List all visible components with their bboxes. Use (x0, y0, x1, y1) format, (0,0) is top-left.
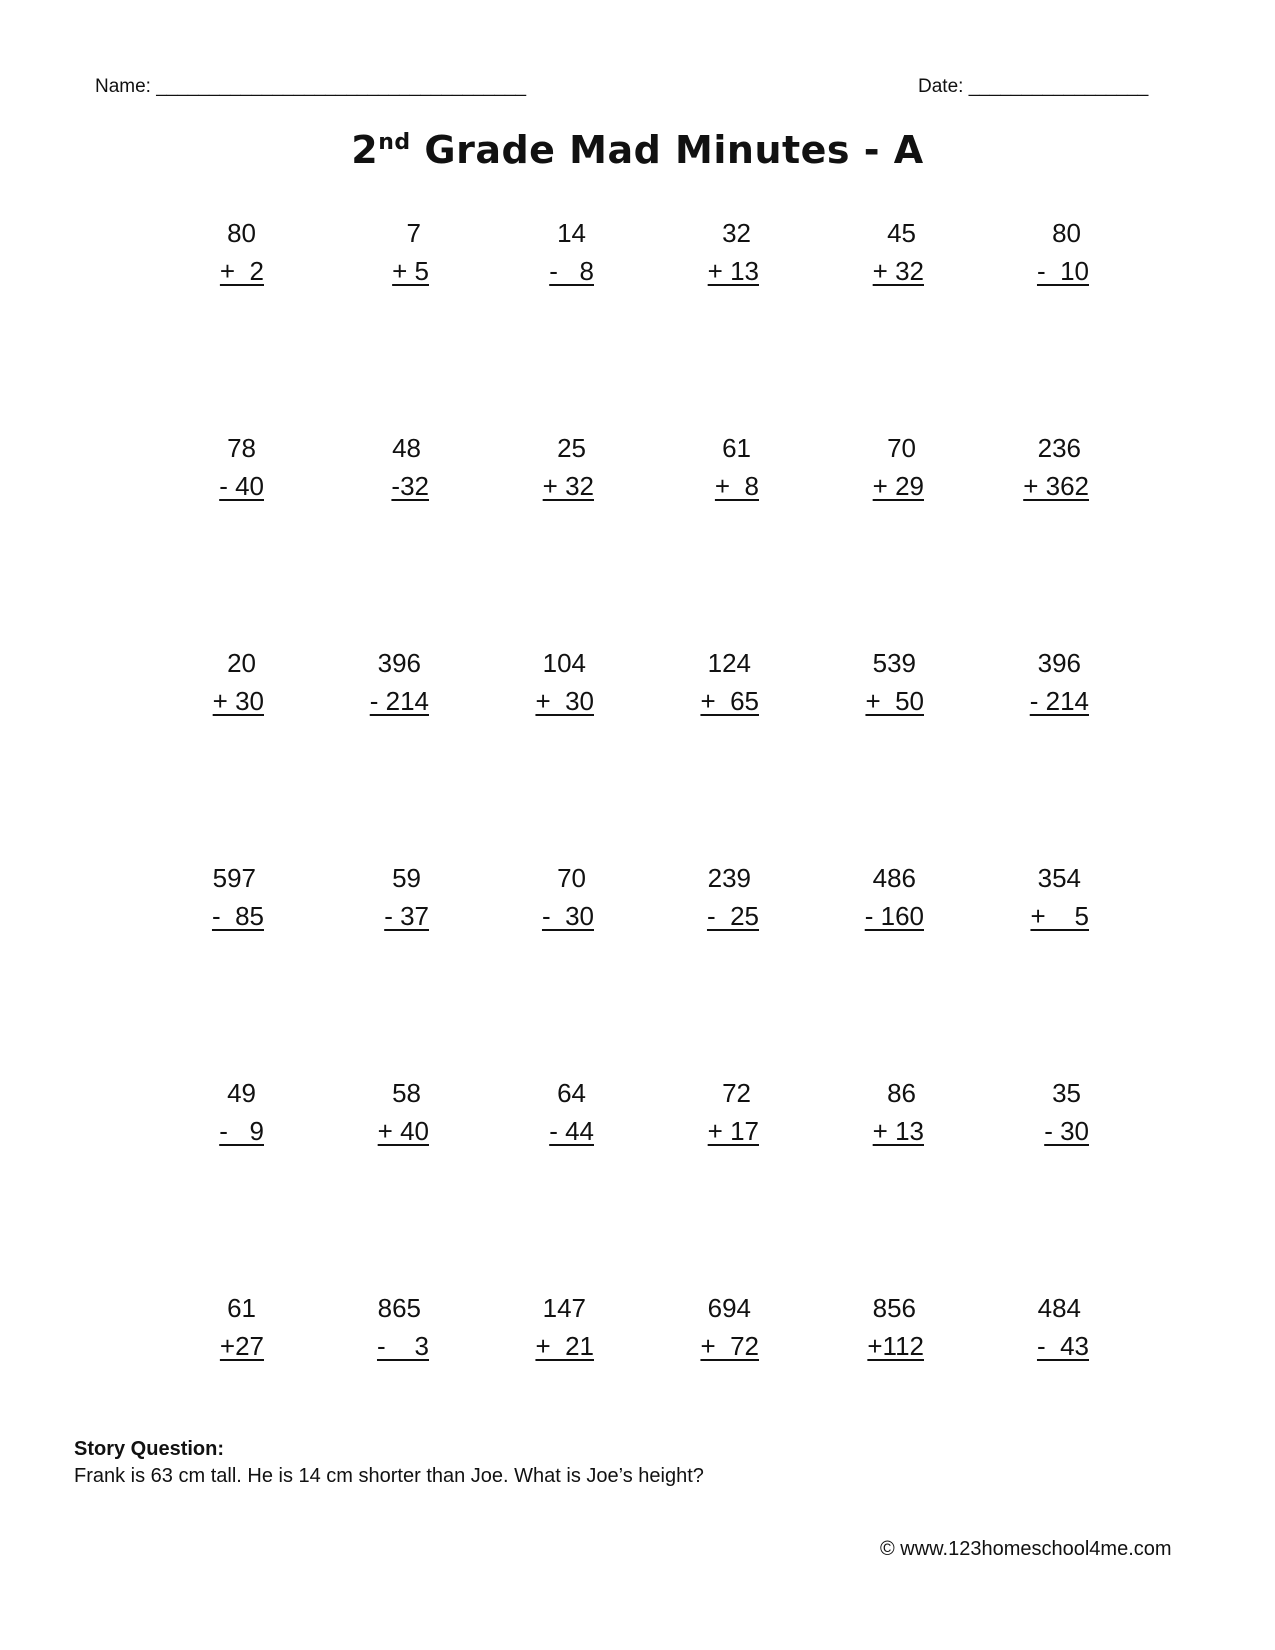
title-number: 2 (351, 128, 379, 172)
problem-operation-line (319, 1327, 439, 1365)
problem-bottom-number: + 65 (700, 686, 759, 716)
problem-bottom-number: + 13 (872, 1116, 924, 1146)
math-problem (814, 214, 934, 290)
problem-bottom-number: + 5 (392, 256, 429, 286)
problem-top-number: 484 (1037, 1293, 1081, 1323)
math-problem (154, 644, 274, 720)
problem-operation-line (154, 467, 274, 505)
problem-top-number: 80 (227, 218, 256, 248)
math-problem (649, 1074, 769, 1150)
problem-operation-line (319, 252, 439, 290)
problem-operation-line (154, 682, 274, 720)
math-problem (319, 859, 439, 935)
problem-operation-line (649, 1327, 769, 1365)
problem-top-number: 856 (872, 1293, 916, 1323)
problem-top-number: 45 (887, 218, 916, 248)
problem-bottom-number: - 3 (376, 1331, 429, 1361)
problem-operation-line (319, 467, 439, 505)
problem-bottom-number: + 30 (212, 686, 264, 716)
math-problem (319, 644, 439, 720)
problem-bottom-number: - 8 (549, 256, 594, 286)
problem-operation-line (979, 1327, 1099, 1365)
problem-top-number: 124 (707, 648, 751, 678)
problem-operation-line (979, 682, 1099, 720)
problem-bottom-number: - 25 (706, 901, 759, 931)
math-problem (649, 859, 769, 935)
problem-operation-line (154, 897, 274, 935)
problem-bottom-number: - 37 (384, 901, 429, 931)
problem-bottom-number: + 40 (377, 1116, 429, 1146)
problem-top-number: 70 (557, 863, 586, 893)
problem-top-number: 239 (707, 863, 751, 893)
problem-bottom-number: - 9 (219, 1116, 264, 1146)
math-problem (979, 1289, 1099, 1365)
math-problem (484, 1289, 604, 1365)
problem-bottom-number: + 362 (1023, 471, 1089, 501)
problem-top-number: 70 (887, 433, 916, 463)
problem-operation-line (649, 252, 769, 290)
problem-top-number: 49 (227, 1078, 256, 1108)
math-problem (154, 214, 274, 290)
problem-operation-line (484, 467, 604, 505)
problem-operation-line (814, 1112, 934, 1150)
math-problem (814, 859, 934, 935)
page-title (0, 128, 1275, 172)
problem-top-number: 147 (542, 1293, 586, 1323)
date-field: Date: _________________ (918, 76, 1149, 97)
problem-bottom-number: + 5 (1030, 901, 1089, 931)
math-problem (979, 859, 1099, 935)
problem-top-number: 104 (542, 648, 586, 678)
math-problem (814, 1289, 934, 1365)
problem-top-number: 78 (227, 433, 256, 463)
problem-operation-line (814, 682, 934, 720)
problem-bottom-number: + 21 (535, 1331, 594, 1361)
math-problem (484, 1074, 604, 1150)
problem-bottom-number: + 13 (707, 256, 759, 286)
problem-operation-line (154, 252, 274, 290)
problem-top-number: 25 (557, 433, 586, 463)
math-problem (154, 429, 274, 505)
problem-operation-line (319, 897, 439, 935)
problem-bottom-number: - 40 (219, 471, 264, 501)
problem-operation-line (814, 897, 934, 935)
problem-top-number: 35 (1052, 1078, 1081, 1108)
problem-top-number: 61 (227, 1293, 256, 1323)
title-text: Grade Mad Minutes - A (410, 128, 924, 172)
math-problem (979, 644, 1099, 720)
problem-top-number: 694 (707, 1293, 751, 1323)
problem-operation-line (814, 252, 934, 290)
problem-top-number: 48 (392, 433, 421, 463)
problem-operation-line (484, 682, 604, 720)
problem-bottom-number: - 214 (1029, 686, 1089, 716)
problem-operation-line (649, 467, 769, 505)
problem-bottom-number: + 32 (872, 256, 924, 286)
problem-bottom-number: +112 (867, 1331, 924, 1361)
problem-operation-line (979, 897, 1099, 935)
math-problem (814, 429, 934, 505)
problem-operation-line (649, 1112, 769, 1150)
problem-top-number: 7 (406, 218, 421, 248)
math-problem (484, 859, 604, 935)
problem-bottom-number: - 43 (1036, 1331, 1089, 1361)
math-problem (319, 1289, 439, 1365)
problem-top-number: 486 (872, 863, 916, 893)
math-problem (649, 644, 769, 720)
math-problem (484, 429, 604, 505)
problem-operation-line (649, 897, 769, 935)
problem-top-number: 72 (722, 1078, 751, 1108)
problem-top-number: 61 (722, 433, 751, 463)
title-ordinal: nd (378, 130, 411, 155)
problem-bottom-number: - 30 (1044, 1116, 1089, 1146)
math-problem (649, 1289, 769, 1365)
math-problem (319, 214, 439, 290)
math-problem (649, 429, 769, 505)
problem-top-number: 20 (227, 648, 256, 678)
problem-bottom-number: + 17 (707, 1116, 759, 1146)
problem-top-number: 396 (1037, 648, 1081, 678)
problem-bottom-number: + 72 (700, 1331, 759, 1361)
problem-operation-line (319, 682, 439, 720)
problem-top-number: 396 (377, 648, 421, 678)
problem-bottom-number: -32 (391, 471, 429, 501)
math-problem (484, 214, 604, 290)
story-question-text: Frank is 63 cm tall. He is 14 cm shorter than Joe. What is Joe’s height? (74, 1465, 704, 1487)
problem-operation-line (484, 897, 604, 935)
problem-top-number: 32 (722, 218, 751, 248)
problem-bottom-number: - 10 (1036, 256, 1089, 286)
problem-top-number: 236 (1037, 433, 1081, 463)
problem-operation-line (319, 1112, 439, 1150)
math-problem (814, 644, 934, 720)
problem-bottom-number: - 30 (541, 901, 594, 931)
problem-operation-line (484, 1112, 604, 1150)
math-problem (979, 214, 1099, 290)
math-problem (154, 1289, 274, 1365)
problem-operation-line (154, 1112, 274, 1150)
problem-operation-line (979, 467, 1099, 505)
problem-top-number: 64 (557, 1078, 586, 1108)
problem-top-number: 539 (872, 648, 916, 678)
problem-operation-line (979, 252, 1099, 290)
problem-top-number: 354 (1037, 863, 1081, 893)
problem-top-number: 59 (392, 863, 421, 893)
math-problem (979, 1074, 1099, 1150)
problem-bottom-number: + 8 (714, 471, 759, 501)
problem-top-number: 14 (557, 218, 586, 248)
problem-bottom-number: + 2 (219, 256, 264, 286)
problem-bottom-number: +27 (219, 1331, 264, 1361)
problem-operation-line (814, 1327, 934, 1365)
math-problem (814, 1074, 934, 1150)
problem-operation-line (649, 682, 769, 720)
math-problem (649, 214, 769, 290)
problem-bottom-number: - 85 (211, 901, 264, 931)
math-problem (319, 429, 439, 505)
problem-bottom-number: + 32 (542, 471, 594, 501)
math-problem (484, 644, 604, 720)
problem-bottom-number: + 30 (535, 686, 594, 716)
math-problem (319, 1074, 439, 1150)
problem-operation-line (814, 467, 934, 505)
problem-top-number: 58 (392, 1078, 421, 1108)
name-field: Name: ___________________________________ (95, 76, 527, 97)
problem-bottom-number: - 44 (549, 1116, 594, 1146)
copyright-footer: © www.123homeschool4me.com (880, 1538, 1172, 1560)
problem-bottom-number: - 160 (864, 901, 924, 931)
problem-operation-line (979, 1112, 1099, 1150)
problem-bottom-number: + 29 (872, 471, 924, 501)
problem-bottom-number: - 214 (369, 686, 429, 716)
problem-operation-line (484, 252, 604, 290)
problem-bottom-number: + 50 (865, 686, 924, 716)
story-question-heading: Story Question: (74, 1438, 225, 1460)
math-problem (979, 429, 1099, 505)
problem-top-number: 865 (377, 1293, 421, 1323)
problem-top-number: 80 (1052, 218, 1081, 248)
math-problem (154, 859, 274, 935)
problem-top-number: 86 (887, 1078, 916, 1108)
problem-top-number: 597 (212, 863, 256, 893)
math-problem (154, 1074, 274, 1150)
problem-operation-line (484, 1327, 604, 1365)
problem-operation-line (154, 1327, 274, 1365)
